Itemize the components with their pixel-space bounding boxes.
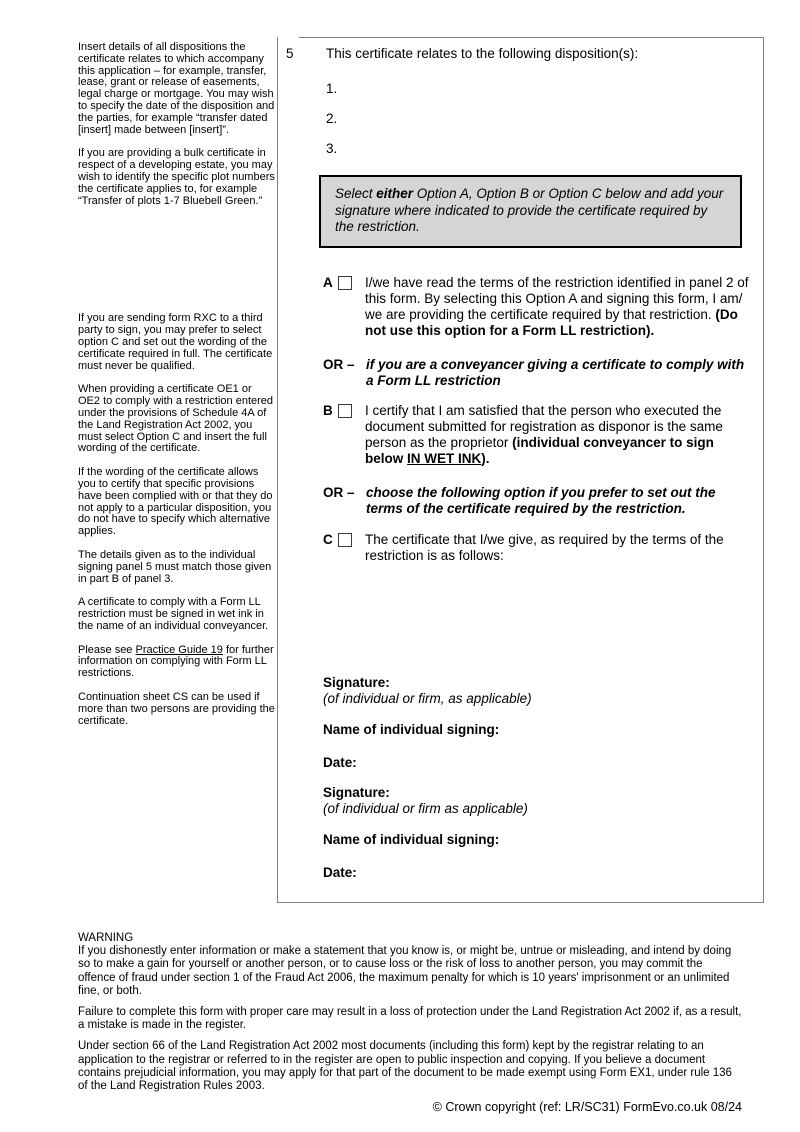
signature-note: (of individual or firm as applicable) (323, 800, 528, 816)
warning-paragraph-inspection: Under section 66 of the Land Registration Act 2002 most documents (including this form) kept by the registrar relating to an application to the registrar or referred to in the register are open to public inspection and copying. If you believe a document contains prejudicial information, you may apply for that part of the document to be made exempt using Form EX1, under rule 136 of the Land Registration Rules 2003. (78, 1040, 732, 1093)
footer-warnings (78, 932, 742, 1122)
name-of-individual-signing-label[interactable]: Name of individual signing: (323, 831, 500, 847)
signature-block-1 (323, 675, 753, 771)
option-c-checkbox[interactable] (338, 533, 352, 547)
panel-number: 5 (286, 46, 294, 61)
option-b-row (323, 403, 753, 467)
select-option-instruction-box (319, 175, 742, 248)
option-b-letter: B (323, 402, 333, 418)
guidance-note-dispositions (78, 42, 276, 136)
option-a-checkbox[interactable] (338, 276, 352, 290)
text-segment: I certify that I am satisfied that the person who executed the document submitted for registration as disponor is the same person as the proprietor (365, 402, 723, 450)
option-c-text (365, 532, 753, 564)
guidance-note-details-match (78, 550, 276, 585)
signature-label[interactable]: Signature: (323, 674, 390, 690)
guidance-note-wet-ink (78, 597, 276, 632)
text-segment: Please see (78, 643, 136, 656)
warning-title: WARNING (78, 932, 134, 944)
option-c-letter: C (323, 531, 333, 547)
text-segment: (Do not use this option for a Form LL restriction). (365, 306, 738, 338)
text-segment: IN WET INK (407, 450, 482, 466)
guidance-note-oe1-oe2 (78, 384, 276, 455)
signature-block-2 (323, 785, 753, 881)
panel-heading: This certificate relates to the following disposition(s): (326, 46, 639, 61)
disposition-line-1[interactable]: 1. (326, 81, 338, 96)
text-segment: Continuation sheet CS can be used if more than two persons are providing the certificate. (78, 691, 275, 727)
practice-guide-19-link[interactable]: Practice Guide 19 (135, 643, 223, 656)
or-prefix: OR – (323, 356, 355, 372)
warning-paragraph-protection: Failure to complete this form with proper care may result in a loss of protection under the Land Registration Act 2002 if, as a result, a mistake is made in the register. (78, 1006, 742, 1032)
or-conveyancer-row (323, 357, 753, 389)
text-segment: If you are providing a bulk certificate in respect of a developing estate, you may wish to identify the specific plot numbers the certificate applies to, for example “Transfer of plots 1-7 Bluebell Green.” (78, 147, 275, 207)
date-label[interactable]: Date: (323, 754, 357, 770)
guidance-note-continuation-sheet (78, 692, 276, 727)
or-set-out-row (323, 485, 753, 517)
guidance-notes-column (78, 42, 276, 739)
disposition-line-3[interactable]: 3. (326, 141, 338, 156)
text-segment: Select (335, 186, 377, 201)
signature-label[interactable]: Signature: (323, 784, 390, 800)
or-conveyancer-text (366, 357, 753, 389)
name-of-individual-signing-label[interactable]: Name of individual signing: (323, 721, 500, 737)
date-label[interactable]: Date: (323, 864, 357, 880)
panel-body (323, 46, 753, 881)
signature-note: (of individual or firm, as applicable) (323, 690, 532, 706)
text-segment: choose the following option if you prefer to set out the terms of the certificate required by the restriction. (366, 484, 716, 516)
disposition-line-2[interactable]: 2. (326, 111, 338, 126)
text-segment: If the wording of the certificate allows you to certify that specific provisions have been complied with or that they do not apply to a particular disposition, you do not have to specify which alternative applies. (78, 466, 273, 538)
option-b-checkbox[interactable] (338, 404, 352, 418)
guidance-note-wording (78, 467, 276, 538)
text-segment: If you are sending form RXC to a third party to sign, you may prefer to select option C and set out the wording of the certificate required in full. The certificate must never be qualified. (78, 312, 273, 372)
text-segment: The details given as to the individual signing panel 5 must match those given in part B of panel 3. (78, 548, 272, 585)
text-segment: either (376, 186, 414, 201)
text-segment: Option A, Option B or Option C below and add your signature where indicated to provide the certificate required by the restriction. (335, 186, 724, 234)
option-a-letter: A (323, 274, 333, 290)
panel-5 (277, 37, 764, 903)
text-segment: When providing a certificate OE1 or OE2 to comply with a restriction entered under the provisions of Schedule 4A of the Land Registration Act 2002, you must select Option C and insert the full wording of the certificate. (78, 383, 274, 455)
or-set-out-text (366, 485, 753, 517)
option-c-row (323, 532, 753, 564)
text-segment: ). (481, 450, 490, 466)
text-segment: A certificate to comply with a Form LL restriction must be signed in wet ink in the name of an individual conveyancer. (78, 596, 269, 632)
or-prefix: OR – (323, 484, 355, 500)
text-segment: The certificate that I/we give, as required by the terms of the restriction is as follows: (365, 531, 724, 563)
copyright-line: © Crown copyright (ref: LR/SC31) FormEvo.co.uk 08/24 (432, 1100, 742, 1115)
option-a-text (365, 275, 753, 339)
text-segment: for further information on complying with Form LL restrictions. (78, 643, 274, 680)
guidance-note-third-party (78, 313, 276, 372)
warning-paragraph-fraud: If you dishonestly enter information or make a statement that you know is, or might be, untrue or misleading, and intend by doing so to make a gain for yourself or another person, or to cause loss or the risk of loss to another person, you may commit the offence of fraud under section 1 of the Fraud Act 2006, the maximum penalty for which is 10 years' imprisonment or an unlimited fine, or both. (78, 945, 732, 997)
text-segment: Insert details of all dispositions the certificate relates to which accompany this application – for example, transfer, lease, grant or release of easements, legal charge or mortgage. You may wish to specify the date of the disposition and the parties, for example “transfer dated [insert] made between [insert]”. (78, 41, 275, 136)
option-b-text (365, 403, 753, 467)
guidance-note-practice-guide (78, 645, 276, 680)
text-segment: (individual conveyancer to sign below (365, 434, 714, 466)
option-a-row (323, 275, 753, 339)
panel-top-border (299, 37, 763, 38)
text-segment: if you are a conveyancer giving a certificate to comply with a Form LL restriction (366, 356, 745, 388)
text-segment: I/we have read the terms of the restriction identified in panel 2 of this form. By selecting this Option A and signing this form, I am/ we are providing the certificate required by that restriction. (365, 274, 749, 322)
guidance-note-bulk-certificate (78, 148, 276, 207)
